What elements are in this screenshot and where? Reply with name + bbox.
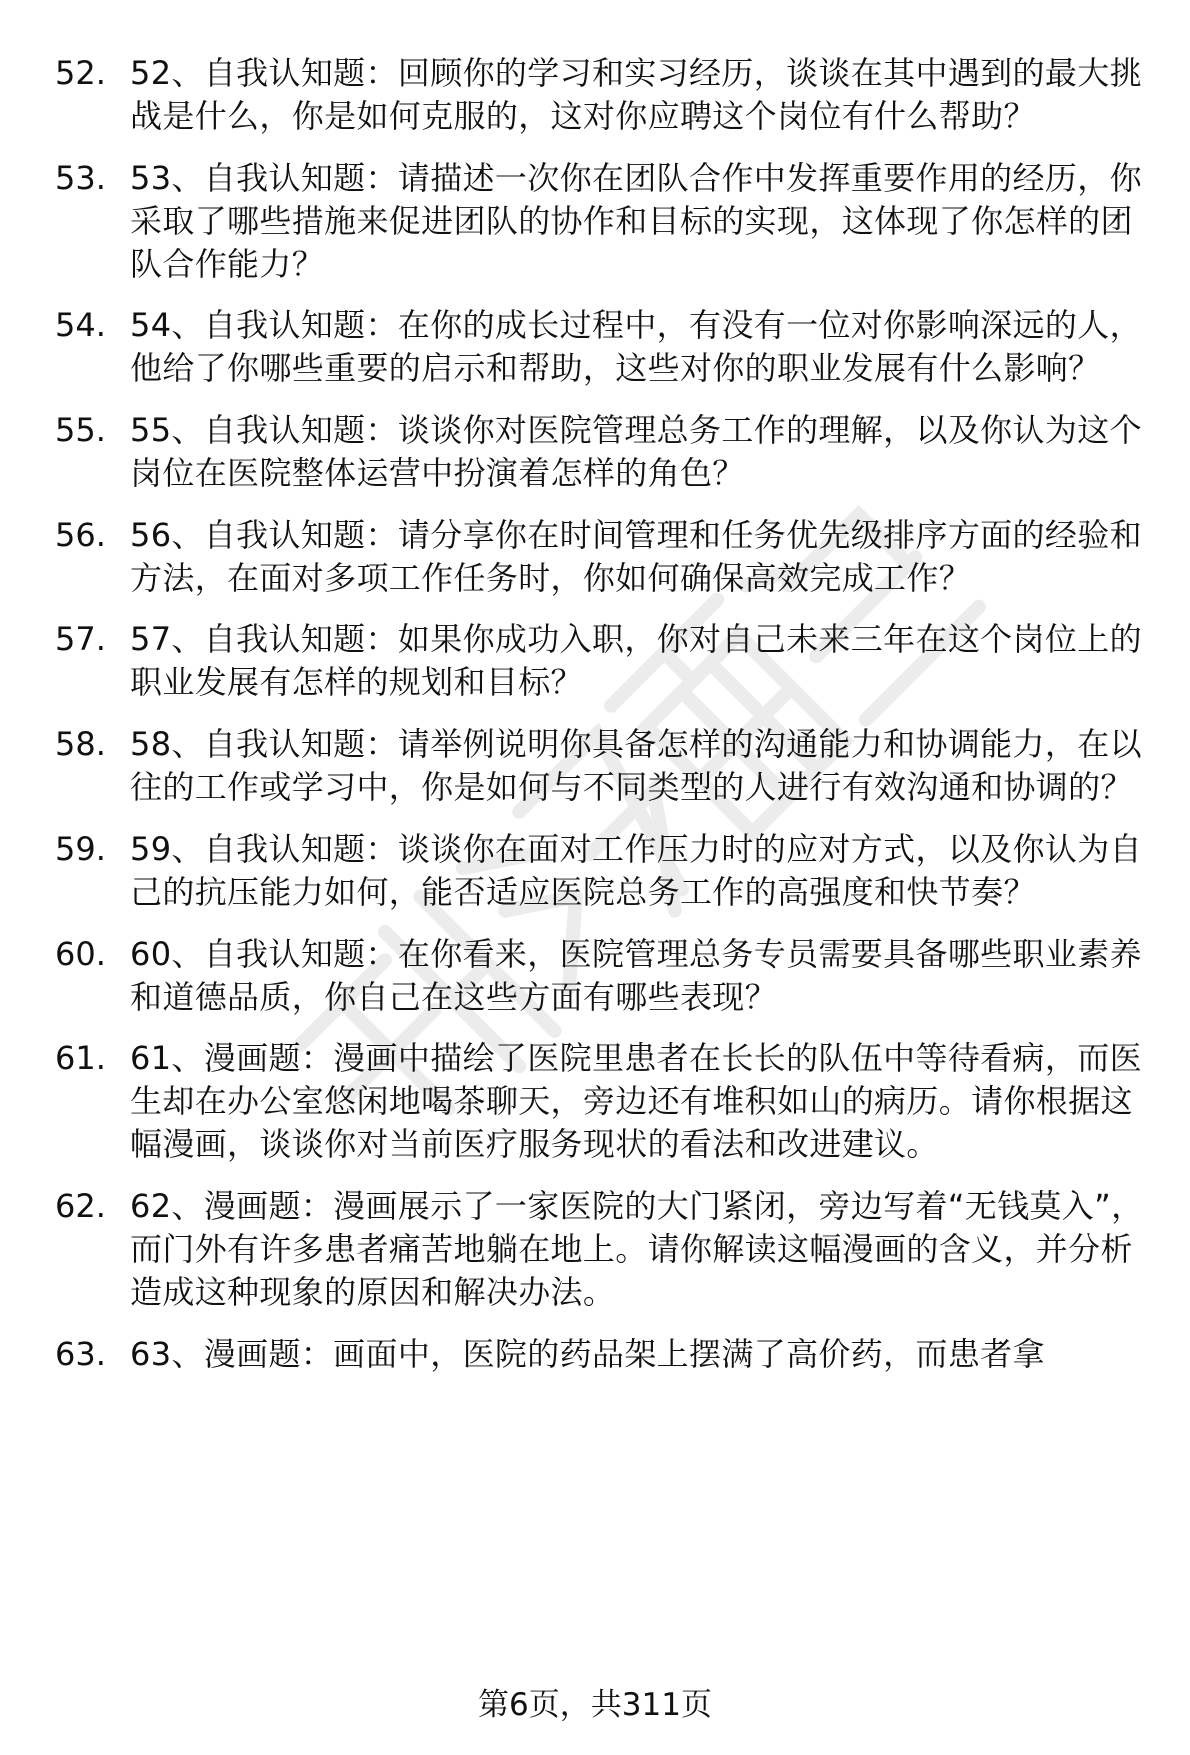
item-text: 55、自我认知题：谈谈你对医院管理总务工作的理解，以及你认为这个岗位在医院整体运营中扮演着怎样的角色？ (130, 411, 1142, 493)
item-number: 52. (55, 54, 106, 92)
item-text: 60、自我认知题：在你看来，医院管理总务专员需要具备哪些职业素养和道德品质，你自己在这些方面有哪些表现？ (130, 934, 1142, 1016)
list-item (55, 618, 1145, 704)
item-text: 58、自我认知题：请举例说明你具备怎样的沟通能力和协调能力，在以往的工作或学习中，你是如何与不同类型的人进行有效沟通和协调的？ (130, 725, 1142, 807)
item-number: 54. (55, 306, 106, 345)
item-number: 59. (55, 829, 106, 868)
item-text: 52、自我认知题：回顾你的学习和实习经历，谈谈在其中遇到的最大挑战是什么，你是如何克服的，这对你应聘这个岗位有什么帮助？ (130, 54, 1142, 135)
item-text: 53、自我认知题：请描述一次你在团队合作中发挥重要作用的经历，你采取了哪些措施来促进团队的协作和目标的实现，这体现了你怎样的团队合作能力？ (130, 158, 1142, 283)
item-number: 60. (55, 934, 106, 973)
item-number: 58. (55, 725, 106, 764)
item-number: 53. (55, 158, 106, 197)
list-item (55, 723, 1145, 809)
item-text: 59、自我认知题：谈谈你在面对工作压力时的应对方式，以及你认为自己的抗压能力如何，能否适应医院总务工作的高强度和快节奏？ (130, 829, 1142, 911)
item-number: 61. (55, 1039, 106, 1078)
list-item (55, 304, 1145, 390)
list-item (55, 1037, 1145, 1166)
list-item (55, 1333, 1145, 1376)
item-text: 57、自我认知题：如果你成功入职，你对自己未来三年在这个岗位上的职业发展有怎样的规划和目标？ (130, 620, 1142, 702)
list-item (55, 514, 1145, 600)
list-item (55, 828, 1145, 914)
list-item (55, 157, 1145, 286)
question-list (55, 52, 1145, 1394)
item-number: 63. (55, 1334, 106, 1373)
item-text: 56、自我认知题：请分享你在时间管理和任务优先级排序方面的经验和方法，在面对多项工作任务时，你如何确保高效完成工作？ (130, 515, 1142, 597)
item-text: 63、漫画题：画面中，医院的药品架上摆满了高价药，而患者拿 (130, 1334, 1045, 1373)
list-item (55, 52, 1145, 138)
item-number: 56. (55, 515, 106, 554)
item-text: 54、自我认知题：在你的成长过程中，有没有一位对你影响深远的人，他给了你哪些重要的启示和帮助，这些对你的职业发展有什么影响？ (130, 306, 1142, 388)
list-item (55, 1185, 1145, 1314)
item-text: 62、漫画题：漫画展示了一家医院的大门紧闭，旁边写着“无钱莫入”，而门外有许多患者痛苦地躺在地上。请你解读这幅漫画的含义，并分析造成这种现象的原因和解决办法。 (130, 1186, 1144, 1311)
page-footer: 第6页，共311页 (478, 1687, 712, 1723)
item-number: 62. (55, 1186, 106, 1225)
item-text: 61、漫画题：漫画中描绘了医院里患者在长长的队伍中等待看病，而医生却在办公室悠闲地喝茶聊天，旁边还有堆积如山的病历。请你根据这幅漫画，谈谈你对当前医疗服务现状的看法和改进建议。 (130, 1039, 1142, 1164)
list-item (55, 409, 1145, 495)
item-number: 55. (55, 411, 106, 450)
item-number: 57. (55, 620, 106, 659)
list-item (55, 933, 1145, 1019)
